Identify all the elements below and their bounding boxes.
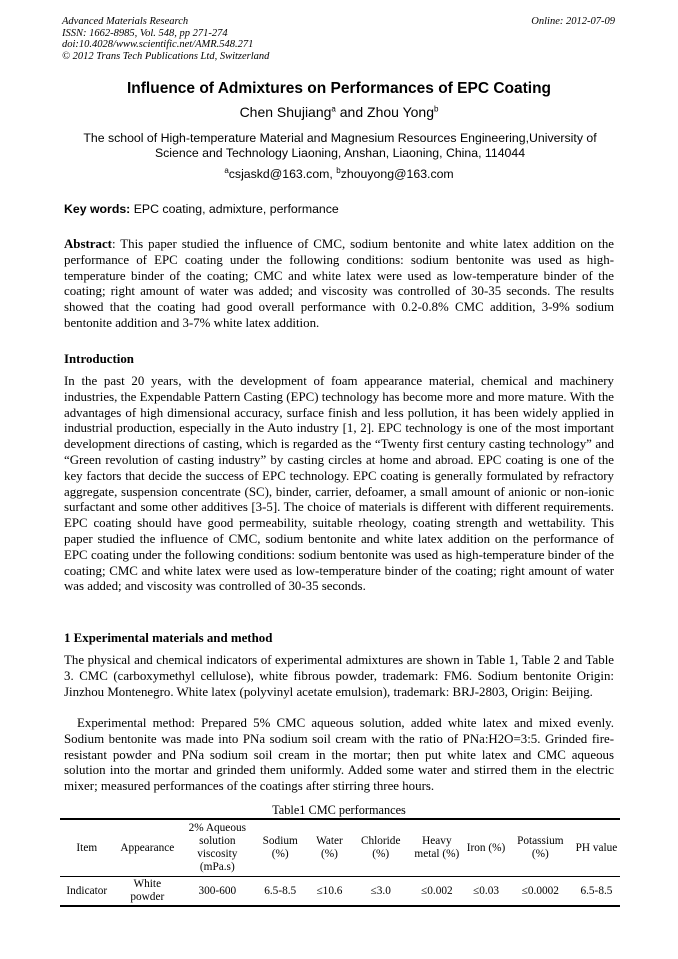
table-header-cell: Sodium (%) bbox=[254, 819, 307, 877]
table-header-cell: Iron (%) bbox=[464, 819, 507, 877]
table-header-cell: Appearance bbox=[114, 819, 182, 877]
paper-title: Influence of Admixtures on Performances of EPC Coating bbox=[126, 80, 552, 97]
keywords bbox=[64, 202, 339, 216]
table-header-cell: Potassium (%) bbox=[508, 819, 573, 877]
keywords-text: EPC coating, admixture, performance bbox=[130, 202, 339, 216]
author-1: Chen Shujiang bbox=[239, 104, 332, 120]
table-header-cell: Water (%) bbox=[307, 819, 352, 877]
table-cell: ≤3.0 bbox=[352, 877, 409, 907]
copyright-line: © 2012 Trans Tech Publications Ltd, Switzerland bbox=[62, 50, 270, 62]
abstract-text: : This paper studied the influence of CMC, sodium bentonite and white latex addition on the performance of EPC coating under the following conditions: sodium bentonite was used as high-temperature binder of the coating; CMC and white latex were used as low-temperature binder of the coating; right amount of water was added; and viscosity was controlled of 30-35 seconds. The results showed that the coating had good overall performance with 0.2-0.8% CMC addition, 3-9% sodium bentonite addition and 3-7% white latex addition. bbox=[64, 237, 614, 330]
table-cell: ≤0.03 bbox=[464, 877, 507, 907]
email-2[interactable]: zhouyong@163.com bbox=[340, 167, 454, 181]
email-1-mark: a bbox=[224, 165, 229, 175]
section-1-paragraph-2: Experimental method: Prepared 5% CMC aqueous solution, added white latex and mixed evenly. Sodium bentonite was made into PNa sodium soil cream with the ratio of PNa:H2O=3:5. Grinded fire-resistant powder and PNa sodium soil cream in the mortar; then put white latex and CMC aqueous solution into the mortar and grinded them uniformly. Added some water and stirred them in the electric mixer; measured performances of the coatings after stirring three hours. bbox=[64, 716, 614, 794]
table-header-row bbox=[60, 819, 620, 877]
table-row bbox=[60, 877, 620, 907]
introduction-text: In the past 20 years, with the development of foam appearance material, chemical and machinery industries, the Expendable Pattern Casting (EPC) technology has become more and more mature. With the advantages of high dimensional accuracy, surface finish and less pollution, it has been widely applied in industrial production, especially in the Auto industry [1, 2]. EPC technology is one of the most important development directions of casting, which is regarded as the “Twenty first century casting technology” and “Green revolution of casting industry” by casting circles at home and abroad. EPC coating is one of the key factors that decide the success of EPC technology. EPC coating is generally formulated by refractory aggregate, suspension concentrate (SC), binder, carrier, defoamer, a small amount of anionic or non-ionic surfactant and some other additives [3-5]. The choice of materials is different with different requirements. EPC coating should have good permeability, suitable rheology, coating strength and wettability. This paper studied the influence of CMC, sodium bentonite and white latex addition on the performance of EPC coating under the following conditions: sodium bentonite was used as high-temperature binder of the coating; CMC and white latex were used as low-temperature binder of the coating; right amount of water was added; and viscosity was controlled of 30-35 seconds. bbox=[64, 374, 614, 594]
table-header-cell: Item bbox=[60, 819, 114, 877]
table-header-cell: Chloride (%) bbox=[352, 819, 409, 877]
authors bbox=[0, 104, 678, 120]
table-cell: ≤10.6 bbox=[307, 877, 352, 907]
abstract bbox=[64, 237, 614, 332]
section-1-heading: 1 Experimental materials and method bbox=[64, 631, 273, 645]
issn-line: ISSN: 1662-8985, Vol. 548, pp 271-274 bbox=[62, 27, 228, 39]
table-header-cell: 2% Aqueous solution viscosity (mPa.s) bbox=[181, 819, 254, 877]
table-1-caption: Table1 CMC performances bbox=[272, 803, 406, 817]
table-cell: 6.5-8.5 bbox=[573, 877, 620, 907]
table-cell: 6.5-8.5 bbox=[254, 877, 307, 907]
online-date: Online: 2012-07-09 bbox=[531, 16, 615, 27]
email-2-mark: b bbox=[336, 165, 341, 175]
table-header-cell: Heavy metal (%) bbox=[409, 819, 464, 877]
introduction-heading: Introduction bbox=[64, 352, 134, 366]
table-cell: Indicator bbox=[60, 877, 114, 907]
affiliation: The school of High-temperature Material and Magnesium Resources Engineering,University of Science and Technology Liaoning, Anshan, Liaoning, China, 114044 bbox=[83, 131, 597, 160]
author-2: Zhou Yong bbox=[367, 104, 434, 120]
abstract-label: Abstract bbox=[64, 237, 112, 251]
doi-line: doi:10.4028/www.scientific.net/AMR.548.271 bbox=[62, 39, 254, 50]
section-1-paragraph-1: The physical and chemical indicators of experimental admixtures are shown in Table 1, Table 2 and Table 3. CMC (carboxymethyl cellulose), white fibrous powder, trademark: FM6. Sodium bentonite Origin: Jinzhou Montenegro. White latex (polyvinyl acetate emulsion), trademark: BRJ-2803, Origin: Beijing. bbox=[64, 653, 614, 699]
table-cell: 300-600 bbox=[181, 877, 254, 907]
keywords-label: Key words: bbox=[64, 202, 131, 216]
emails bbox=[0, 167, 678, 181]
author-2-mark: b bbox=[433, 104, 439, 114]
table-header-cell: PH value bbox=[573, 819, 620, 877]
author-conjunction: and bbox=[335, 104, 368, 120]
table-cell: ≤0.002 bbox=[409, 877, 464, 907]
journal-name: Advanced Materials Research bbox=[62, 16, 189, 27]
author-1-mark: a bbox=[331, 104, 336, 114]
table-cell: White powder bbox=[114, 877, 182, 907]
table-cell: ≤0.0002 bbox=[508, 877, 573, 907]
email-1[interactable]: csjaskd@163.com, bbox=[228, 167, 337, 181]
journal-header bbox=[62, 16, 615, 62]
table-1 bbox=[60, 818, 620, 907]
